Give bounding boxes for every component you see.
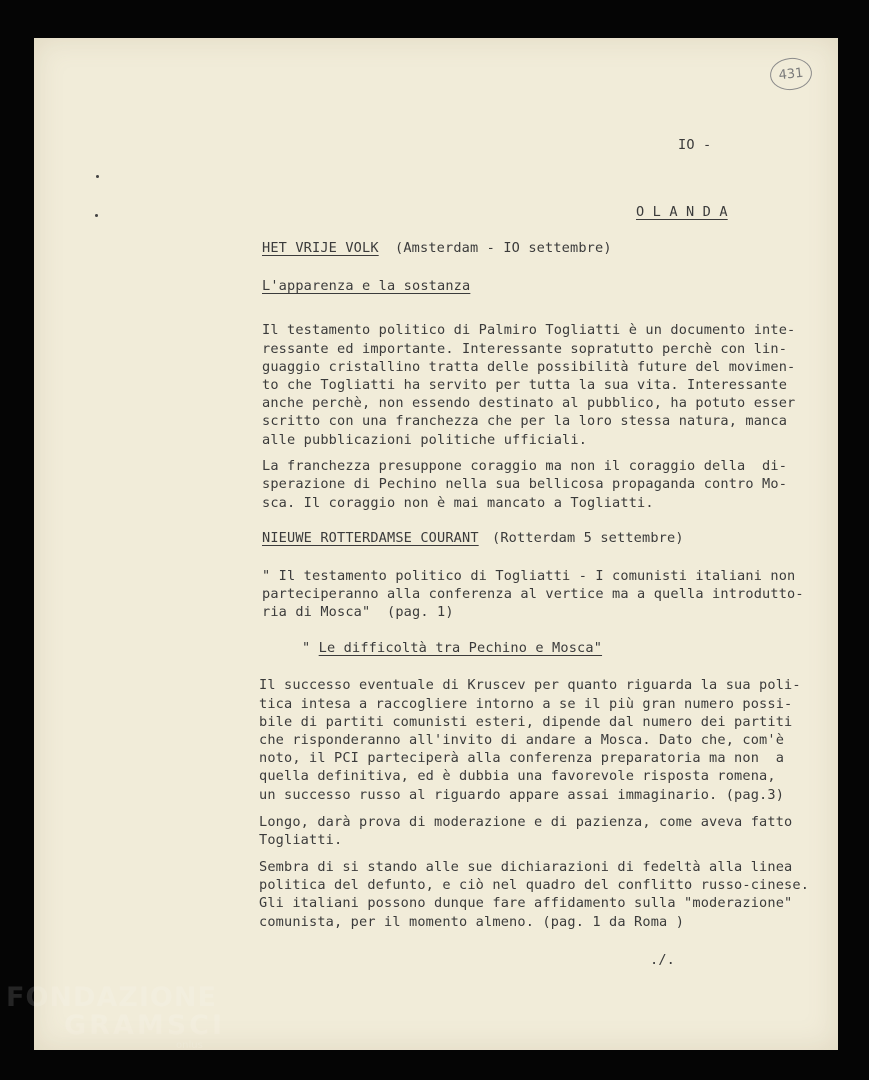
text-line: ressante ed importante. Interessante sopratutto perchè con lin-: [262, 341, 788, 357]
text-line: guaggio cristallino tratta delle possibilità future del movimen-: [262, 359, 796, 375]
text-line: scritto con una franchezza che per la loro stessa natura, manca: [262, 413, 788, 429]
continuation-mark: ./.: [650, 952, 676, 968]
text-line: anche perchè, non essendo destinato al pubblico, ha potuto esser: [262, 395, 796, 411]
watermark-line-3: onlus: [176, 1040, 203, 1051]
text-line: La franchezza presuppone coraggio ma non il coraggio della di-: [262, 458, 788, 474]
watermark-line-1: FONDAZIONE: [6, 982, 217, 1013]
text-line: Sembra di si stando alle sue dichiarazioni di fedeltà alla linea: [259, 859, 793, 875]
subtitle-open-quote: ": [302, 640, 319, 656]
text-line: parteciperanno alla conferenza al vertice ma a quella introdutto-: [262, 586, 804, 602]
text-line: bile di partiti comunisti esteri, dipende dal numero dei partiti: [259, 714, 793, 730]
page-number: IO -: [678, 137, 712, 153]
article2-subtitle: [302, 639, 602, 657]
text-line: " Il testamento politico di Togliatti - I comunisti italiani non: [262, 568, 796, 584]
text-line: che risponderanno all'invito di andare a Mosca. Dato che, com'è: [259, 732, 785, 748]
text-line: quella definitiva, ed è dubbia una favorevole risposta romena,: [259, 768, 776, 784]
text-line: to che Togliatti ha servito per tutta la sua vita. Interessante: [262, 377, 788, 393]
archive-page-stamp: 431: [768, 56, 813, 92]
text-line: Longo, darà prova di moderazione e di pazienza, come aveva fatto: [259, 814, 793, 830]
text-line: Gli italiani possono dunque fare affidamento sulla "moderazione": [259, 895, 793, 911]
country-heading: O L A N D A: [636, 204, 728, 220]
article-title-1: L'apparenza e la sostanza: [262, 278, 471, 294]
text-line: alle pubblicazioni politiche ufficiali.: [262, 432, 588, 448]
text-line: tica intesa a raccogliere intorno a se il più gran numero possi-: [259, 696, 793, 712]
text-line: Il testamento politico di Palmiro Togliatti è un documento inte-: [262, 322, 796, 338]
text-line: noto, il PCI parteciperà alla conferenza preparatoria ma non a: [259, 750, 785, 766]
text-line: sperazione di Pechino nella sua bellicosa propaganda contro Mo-: [262, 476, 788, 492]
newspaper-name-2: NIEUWE ROTTERDAMSE COURANT: [262, 530, 479, 546]
newspaper-name-1: HET VRIJE VOLK: [262, 240, 379, 256]
fondazione-gramsci-watermark: [6, 984, 225, 1052]
subtitle-text: Le difficoltà tra Pechino e Mosca": [318, 640, 603, 656]
newspaper-details-2: (Rotterdam 5 settembre): [492, 530, 684, 546]
text-line: sca. Il coraggio non è mai mancato a Togliatti.: [262, 495, 654, 511]
text-line: comunista, per il momento almeno. (pag. 1 da Roma ): [259, 914, 685, 930]
text-line: Togliatti.: [259, 832, 343, 848]
text-line: ria di Mosca" (pag. 1): [262, 604, 454, 620]
text-line: un successo russo al riguardo appare assai immaginario. (pag.3): [259, 787, 785, 803]
text-line: Il successo eventuale di Kruscev per quanto riguarda la sua poli-: [259, 677, 801, 693]
paper-speck: [95, 214, 98, 217]
text-line: politica del defunto, e ciò nel quadro del conflitto russo-cinese.: [259, 877, 810, 893]
paper-speck: [96, 175, 99, 178]
newspaper-details-1: (Amsterdam - IO settembre): [395, 240, 612, 256]
watermark-line-2: GRAMSCI: [64, 1010, 226, 1041]
